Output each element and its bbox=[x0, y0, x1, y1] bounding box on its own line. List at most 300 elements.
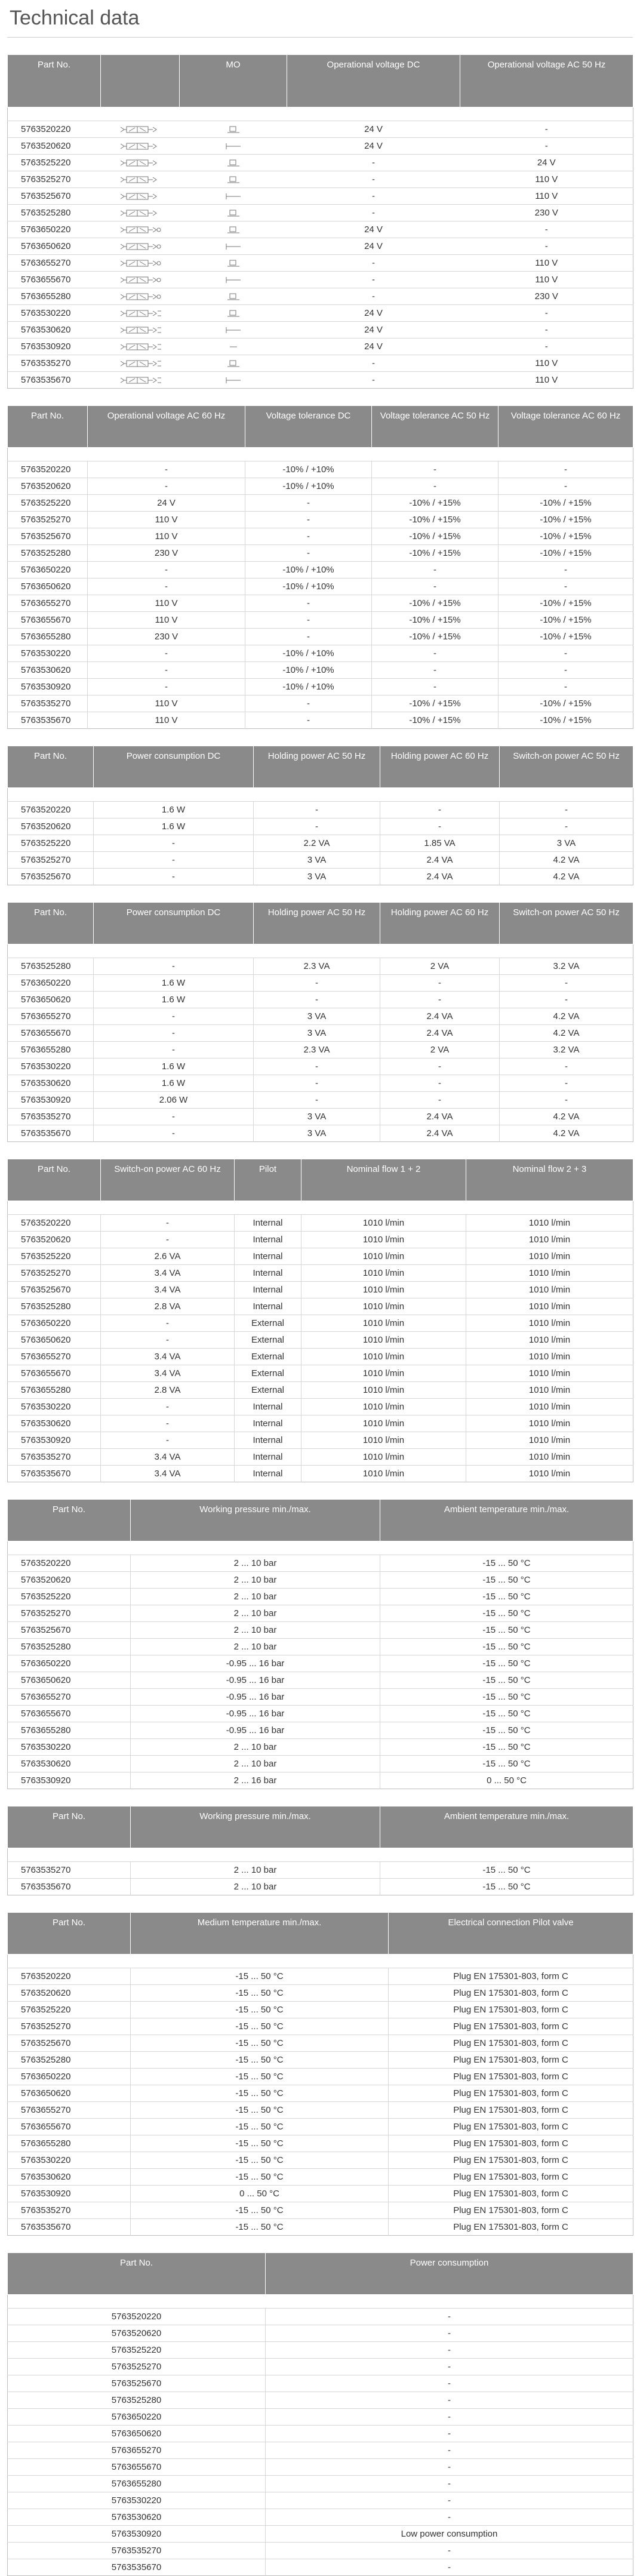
table-cell: 5763525220 bbox=[8, 1589, 131, 1605]
table-cell: 1010 l/min bbox=[301, 1449, 466, 1466]
table-cell: 3 VA bbox=[500, 835, 633, 852]
table-cell: 5763650620 bbox=[8, 992, 94, 1008]
table-row bbox=[8, 2509, 633, 2526]
table-spacer-row bbox=[8, 1955, 633, 1968]
table-cell: 5763655670 bbox=[8, 272, 101, 288]
table-cell: -15 ... 50 °C bbox=[380, 1639, 633, 1655]
table-cell: 5763525280 bbox=[8, 1298, 101, 1315]
table-cell: - bbox=[94, 1008, 254, 1025]
spacer-cell bbox=[180, 107, 287, 121]
table-cell: - bbox=[266, 2459, 633, 2476]
table-row bbox=[8, 528, 633, 545]
manual-override-push-icon bbox=[180, 205, 287, 221]
table-cell: 5763655280 bbox=[8, 1042, 94, 1058]
table-row bbox=[8, 188, 633, 205]
table-cell: -10% / +15% bbox=[499, 528, 633, 545]
table-cell: - bbox=[94, 1025, 254, 1042]
table-row bbox=[8, 171, 633, 188]
table-cell: Plug EN 175301-803, form C bbox=[389, 2018, 633, 2035]
table-cell: 4.2 VA bbox=[500, 1125, 633, 1142]
valve-symbol-c-icon bbox=[101, 305, 180, 322]
table-row bbox=[8, 1109, 633, 1125]
table-cell: -10% / +10% bbox=[245, 662, 372, 679]
table-body bbox=[8, 448, 633, 729]
table-cell: - bbox=[460, 221, 633, 238]
table-row bbox=[8, 272, 633, 288]
table-cell: - bbox=[88, 562, 245, 578]
table-cell: 3.4 VA bbox=[101, 1349, 235, 1365]
table-cell: 3.2 VA bbox=[500, 958, 633, 975]
table-cell: Plug EN 175301-803, form C bbox=[389, 2119, 633, 2135]
col-header: Part No. bbox=[8, 406, 88, 448]
table-cell: 5763525220 bbox=[8, 495, 88, 512]
spacer-cell bbox=[8, 1848, 131, 1862]
table-cell: 1010 l/min bbox=[466, 1248, 633, 1265]
col-header: Power consumption DC bbox=[94, 746, 254, 788]
table-cell: 1010 l/min bbox=[466, 1232, 633, 1248]
valve-symbol-c-icon bbox=[101, 355, 180, 372]
col-header: Part No. bbox=[8, 1913, 131, 1955]
table-cell: Internal bbox=[235, 1215, 301, 1232]
table-cell: - bbox=[245, 712, 372, 729]
table-cell: Plug EN 175301-803, form C bbox=[389, 2135, 633, 2152]
manual-override-push-icon bbox=[180, 155, 287, 171]
col-header: Pilot bbox=[235, 1159, 301, 1201]
table-cell: - bbox=[245, 545, 372, 562]
valve-symbol-a-icon bbox=[101, 155, 180, 171]
table-cell: 1.6 W bbox=[94, 975, 254, 992]
table-cell: 5763535270 bbox=[8, 2543, 266, 2559]
table-cell: 110 V bbox=[460, 372, 633, 389]
table-cell: - bbox=[500, 1092, 633, 1109]
manual-override-lever-icon bbox=[180, 238, 287, 255]
table-cell: 3.4 VA bbox=[101, 1365, 235, 1382]
table-cell: 5763530620 bbox=[8, 1756, 131, 1772]
spacer-cell bbox=[266, 2295, 633, 2309]
table-cell: 2 ... 10 bar bbox=[131, 1622, 380, 1639]
table-cell: - bbox=[266, 2476, 633, 2492]
table-cell: Internal bbox=[235, 1466, 301, 1482]
table-cell: Plug EN 175301-803, form C bbox=[389, 2169, 633, 2186]
table-cell: 5763530920 bbox=[8, 1772, 131, 1789]
table-row bbox=[8, 1862, 633, 1879]
table-cell: 5763530620 bbox=[8, 1415, 101, 1432]
table-cell: 2 ... 10 bar bbox=[131, 1879, 380, 1895]
table-cell: -0.95 ... 16 bar bbox=[131, 1689, 380, 1706]
table-cell: -10% / +15% bbox=[372, 629, 499, 645]
table-cell: 1010 l/min bbox=[466, 1466, 633, 1482]
table-cell: 5763525220 bbox=[8, 155, 101, 171]
table-cell: 2 ... 10 bar bbox=[131, 1756, 380, 1772]
table-cell: - bbox=[254, 1058, 380, 1075]
spacer-cell bbox=[101, 1201, 235, 1215]
table-cell: 5763530620 bbox=[8, 662, 88, 679]
table-cell: 1010 l/min bbox=[466, 1315, 633, 1332]
table-cell: -0.95 ... 16 bar bbox=[131, 1672, 380, 1689]
table-cell: -10% / +15% bbox=[372, 512, 499, 528]
table-cell: 1010 l/min bbox=[301, 1415, 466, 1432]
table-row bbox=[8, 562, 633, 578]
table-cell: 3.4 VA bbox=[101, 1449, 235, 1466]
table-cell: 5763525270 bbox=[8, 2018, 131, 2035]
table-cell: 5763655280 bbox=[8, 629, 88, 645]
table-cell: 5763655670 bbox=[8, 612, 88, 629]
table-cell: 1010 l/min bbox=[466, 1215, 633, 1232]
spacer-cell bbox=[131, 1848, 380, 1862]
col-header: Part No. bbox=[8, 1159, 101, 1201]
table-cell: 3.4 VA bbox=[101, 1282, 235, 1298]
table-row bbox=[8, 1968, 633, 1985]
table-cell: 3.2 VA bbox=[500, 1042, 633, 1058]
table-cell: - bbox=[372, 461, 499, 478]
table-row bbox=[8, 2559, 633, 2576]
table-cell: 5763520220 bbox=[8, 2309, 266, 2325]
table-row bbox=[8, 1555, 633, 1572]
col-header: Holding power AC 60 Hz bbox=[380, 746, 500, 788]
table-spacer-row bbox=[8, 944, 633, 958]
table-row bbox=[8, 1365, 633, 1382]
table-row bbox=[8, 288, 633, 305]
table-cell: 3 VA bbox=[254, 1025, 380, 1042]
table-cell: 1010 l/min bbox=[301, 1232, 466, 1248]
table-spacer-row bbox=[8, 448, 633, 461]
table-cell: - bbox=[88, 461, 245, 478]
table-cell: -15 ... 50 °C bbox=[380, 1706, 633, 1722]
table-cell: 1010 l/min bbox=[301, 1298, 466, 1315]
table-spacer-row bbox=[8, 788, 633, 802]
table-spacer-row bbox=[8, 2295, 633, 2309]
col-header: Working pressure min./max. bbox=[131, 1806, 380, 1848]
spacer-cell bbox=[8, 944, 94, 958]
table-cell: - bbox=[266, 2509, 633, 2526]
table-row bbox=[8, 138, 633, 155]
table-body bbox=[8, 1201, 633, 1482]
col-header: Part No. bbox=[8, 55, 101, 107]
table-row bbox=[8, 1248, 633, 1265]
manual-override-lever-icon bbox=[180, 372, 287, 389]
table-cell: - bbox=[460, 138, 633, 155]
table-cell: -15 ... 50 °C bbox=[131, 2152, 389, 2169]
table-cell: - bbox=[380, 992, 500, 1008]
table-cell: 24 V bbox=[287, 138, 460, 155]
table-pressure-temperature-2 bbox=[7, 1806, 633, 1895]
spacer-cell bbox=[301, 1201, 466, 1215]
table-cell: Plug EN 175301-803, form C bbox=[389, 2186, 633, 2202]
col-header: Part No. bbox=[8, 1500, 131, 1541]
table-cell: 2 ... 16 bar bbox=[131, 1772, 380, 1789]
table-cell: 2.4 VA bbox=[380, 869, 500, 885]
table-cell: Plug EN 175301-803, form C bbox=[389, 2152, 633, 2169]
table-row bbox=[8, 2375, 633, 2392]
table-cell: - bbox=[287, 155, 460, 171]
col-header: Part No. bbox=[8, 1806, 131, 1848]
table-cell: - bbox=[380, 975, 500, 992]
table-body bbox=[8, 1848, 633, 1895]
table-cell: -10% / +10% bbox=[245, 478, 372, 495]
table-cell: - bbox=[266, 2442, 633, 2459]
table-cell: 5763530220 bbox=[8, 1058, 94, 1075]
col-header: Voltage tolerance AC 60 Hz bbox=[499, 406, 633, 448]
table-row bbox=[8, 1025, 633, 1042]
table-cell: 5763520620 bbox=[8, 138, 101, 155]
table-row bbox=[8, 1399, 633, 1415]
table-row bbox=[8, 355, 633, 372]
table-cell: 5763650620 bbox=[8, 238, 101, 255]
table-cell: 5763535270 bbox=[8, 695, 88, 712]
spacer-cell bbox=[466, 1201, 633, 1215]
table-cell: 110 V bbox=[460, 171, 633, 188]
table-cell: - bbox=[499, 478, 633, 495]
table-cell: 5763520620 bbox=[8, 1572, 131, 1589]
table-cell: 1010 l/min bbox=[301, 1466, 466, 1482]
spacer-cell bbox=[500, 944, 633, 958]
valve-symbol-b-icon bbox=[101, 288, 180, 305]
table-cell: - bbox=[499, 645, 633, 662]
table-row bbox=[8, 2169, 633, 2186]
table-row bbox=[8, 2476, 633, 2492]
valve-symbol-a-icon bbox=[101, 205, 180, 221]
table-row bbox=[8, 478, 633, 495]
col-header: Nominal flow 2 + 3 bbox=[466, 1159, 633, 1201]
table-cell: 110 V bbox=[88, 512, 245, 528]
table-row bbox=[8, 512, 633, 528]
table-cell: 2.4 VA bbox=[380, 1008, 500, 1025]
table-cell: 3 VA bbox=[254, 1008, 380, 1025]
table-row bbox=[8, 2359, 633, 2375]
table-cell: - bbox=[101, 1399, 235, 1415]
table-cell: 24 V bbox=[88, 495, 245, 512]
manual-override-lever-icon bbox=[180, 188, 287, 205]
table-cell: 5763650220 bbox=[8, 1655, 131, 1672]
col-header: Power consumption DC bbox=[94, 903, 254, 944]
table-cell: 5763530220 bbox=[8, 2152, 131, 2169]
table-cell: -10% / +15% bbox=[499, 495, 633, 512]
table-cell: - bbox=[499, 578, 633, 595]
table-cell: 5763525280 bbox=[8, 1639, 131, 1655]
table-cell: - bbox=[266, 2309, 633, 2325]
table-cell: 1010 l/min bbox=[301, 1349, 466, 1365]
table-cell: Internal bbox=[235, 1415, 301, 1432]
table-cell: 5763530620 bbox=[8, 322, 101, 338]
table-row bbox=[8, 1739, 633, 1756]
table-cell: 5763525270 bbox=[8, 1265, 101, 1282]
table-cell: 5763655270 bbox=[8, 595, 88, 612]
table-cell: -10% / +15% bbox=[372, 545, 499, 562]
table-cell: 5763520620 bbox=[8, 478, 88, 495]
col-header: Medium temperature min./max. bbox=[131, 1913, 389, 1955]
table-row bbox=[8, 2135, 633, 2152]
table-cell: 1010 l/min bbox=[466, 1399, 633, 1415]
table-cell: - bbox=[460, 121, 633, 138]
table-row bbox=[8, 1722, 633, 1739]
table-cell: 5763535670 bbox=[8, 712, 88, 729]
table-cell: - bbox=[254, 992, 380, 1008]
table-cell: 5763535270 bbox=[8, 355, 101, 372]
table-cell: 5763655270 bbox=[8, 2102, 131, 2119]
table-cell: 230 V bbox=[88, 545, 245, 562]
col-header: Part No. bbox=[8, 746, 94, 788]
col-header: Holding power AC 50 Hz bbox=[254, 746, 380, 788]
table-cell: - bbox=[499, 679, 633, 695]
table-row bbox=[8, 2186, 633, 2202]
table-cell: 5763530920 bbox=[8, 338, 101, 355]
table-cell: 3 VA bbox=[254, 1125, 380, 1142]
table-row bbox=[8, 2325, 633, 2342]
valve-symbol-b-icon bbox=[101, 255, 180, 272]
table-row bbox=[8, 1879, 633, 1895]
table-cell: 2.2 VA bbox=[254, 835, 380, 852]
table-row bbox=[8, 2309, 633, 2325]
table-cell: 5763520220 bbox=[8, 802, 94, 818]
table-cell: 5763530920 bbox=[8, 1092, 94, 1109]
table-cell: -15 ... 50 °C bbox=[131, 2002, 389, 2018]
manual-override-push-icon bbox=[180, 305, 287, 322]
table-cell: -10% / +15% bbox=[372, 528, 499, 545]
spacer-cell bbox=[8, 107, 101, 121]
table-cell: - bbox=[245, 528, 372, 545]
table-cell: - bbox=[266, 2342, 633, 2359]
col-header: Operational voltage AC 50 Hz bbox=[460, 55, 633, 107]
col-header: Part No. bbox=[8, 2253, 266, 2295]
table-row bbox=[8, 1058, 633, 1075]
table-cell: 1010 l/min bbox=[301, 1332, 466, 1349]
table-row bbox=[8, 1605, 633, 1622]
table-cell: Plug EN 175301-803, form C bbox=[389, 1968, 633, 1985]
table-cell: -15 ... 50 °C bbox=[131, 2135, 389, 2152]
table-cell: - bbox=[245, 629, 372, 645]
table-cell: - bbox=[266, 2392, 633, 2409]
table-row bbox=[8, 2202, 633, 2219]
table-cell: 1010 l/min bbox=[466, 1382, 633, 1399]
table-cell: - bbox=[254, 1092, 380, 1109]
title-bar bbox=[7, 0, 633, 38]
table-cell: - bbox=[372, 662, 499, 679]
table-row bbox=[8, 2002, 633, 2018]
table-cell: 0 ... 50 °C bbox=[131, 2186, 389, 2202]
table-power-consumption-3 bbox=[7, 2252, 633, 2576]
table-row bbox=[8, 372, 633, 389]
table-cell: 1010 l/min bbox=[301, 1282, 466, 1298]
spacer-cell bbox=[8, 1955, 131, 1968]
table-cell: 5763655270 bbox=[8, 1008, 94, 1025]
table-cell: -15 ... 50 °C bbox=[131, 1968, 389, 1985]
table-cell: -15 ... 50 °C bbox=[131, 2119, 389, 2135]
table-body bbox=[8, 1955, 633, 2236]
table-row bbox=[8, 695, 633, 712]
table-cell: 5763655280 bbox=[8, 1722, 131, 1739]
table-cell: - bbox=[287, 255, 460, 272]
col-header: Power consumption bbox=[266, 2253, 633, 2295]
table-cell: -15 ... 50 °C bbox=[380, 1605, 633, 1622]
table-row bbox=[8, 869, 633, 885]
table-row bbox=[8, 1706, 633, 1722]
table-row bbox=[8, 1589, 633, 1605]
table-cell: 5763650620 bbox=[8, 578, 88, 595]
table-cell: 230 V bbox=[460, 205, 633, 221]
table-cell: 2.06 W bbox=[94, 1092, 254, 1109]
table-cell: 5763655670 bbox=[8, 2459, 266, 2476]
table-row bbox=[8, 645, 633, 662]
table-cell: - bbox=[287, 188, 460, 205]
table-row bbox=[8, 2219, 633, 2236]
table-cell: 1010 l/min bbox=[301, 1432, 466, 1449]
table-row bbox=[8, 322, 633, 338]
table-cell: - bbox=[287, 372, 460, 389]
table-cell: 4.2 VA bbox=[500, 869, 633, 885]
table-row bbox=[8, 1332, 633, 1349]
table-row bbox=[8, 305, 633, 322]
table-cell: 5763520620 bbox=[8, 2325, 266, 2342]
table-cell: -10% / +10% bbox=[245, 461, 372, 478]
table-cell: External bbox=[235, 1365, 301, 1382]
table-cell: - bbox=[460, 238, 633, 255]
table-cell: -0.95 ... 16 bar bbox=[131, 1706, 380, 1722]
col-header: Holding power AC 60 Hz bbox=[380, 903, 500, 944]
col-header: Operational voltage AC 60 Hz bbox=[88, 406, 245, 448]
table-cell: 1010 l/min bbox=[301, 1399, 466, 1415]
table-cell: - bbox=[254, 975, 380, 992]
table-cell: 5763650620 bbox=[8, 1672, 131, 1689]
manual-override-push-icon bbox=[180, 288, 287, 305]
table-cell: -10% / +15% bbox=[499, 629, 633, 645]
table-cell: 5763520220 bbox=[8, 461, 88, 478]
table-cell: Plug EN 175301-803, form C bbox=[389, 2085, 633, 2102]
spacer-cell bbox=[254, 944, 380, 958]
table-cell: 5763525270 bbox=[8, 2359, 266, 2375]
table-cell: -15 ... 50 °C bbox=[131, 2085, 389, 2102]
table-cell: External bbox=[235, 1349, 301, 1365]
table-cell: - bbox=[372, 679, 499, 695]
table-cell: 110 V bbox=[88, 528, 245, 545]
col-header: Holding power AC 50 Hz bbox=[254, 903, 380, 944]
manual-override-push-icon bbox=[180, 171, 287, 188]
table-row bbox=[8, 1298, 633, 1315]
table-row bbox=[8, 1075, 633, 1092]
table-cell: 5763535270 bbox=[8, 1449, 101, 1466]
table-cell: 5763530620 bbox=[8, 2509, 266, 2526]
spacer-cell bbox=[245, 448, 372, 461]
table-cell: 5763525670 bbox=[8, 869, 94, 885]
table-cell: - bbox=[94, 852, 254, 869]
table-cell: 230 V bbox=[88, 629, 245, 645]
table-row bbox=[8, 1639, 633, 1655]
table-cell: 5763525280 bbox=[8, 205, 101, 221]
table-cell: 4.2 VA bbox=[500, 1008, 633, 1025]
table-cell: - bbox=[499, 461, 633, 478]
table-cell: 5763520620 bbox=[8, 1985, 131, 2002]
table-cell: 24 V bbox=[287, 338, 460, 355]
table-cell: - bbox=[380, 802, 500, 818]
spacer-cell bbox=[8, 448, 88, 461]
table-cell: -15 ... 50 °C bbox=[131, 2202, 389, 2219]
table-row bbox=[8, 2342, 633, 2359]
manual-override-lever-icon bbox=[180, 322, 287, 338]
table-cell: 1010 l/min bbox=[466, 1265, 633, 1282]
table-cell: 2 ... 10 bar bbox=[131, 1739, 380, 1756]
table-cell: - bbox=[500, 1075, 633, 1092]
table-cell: 5763655280 bbox=[8, 288, 101, 305]
table-row bbox=[8, 1092, 633, 1109]
col-header: Electrical connection Pilot valve bbox=[389, 1913, 633, 1955]
table-cell: -15 ... 50 °C bbox=[131, 2052, 389, 2069]
spacer-cell bbox=[131, 1955, 389, 1968]
table-cell: External bbox=[235, 1315, 301, 1332]
table-cell: 5763650220 bbox=[8, 221, 101, 238]
table-cell: 110 V bbox=[460, 255, 633, 272]
table-cell: 1.6 W bbox=[94, 818, 254, 835]
col-header: Part No. bbox=[8, 903, 94, 944]
table-cell: 24 V bbox=[287, 238, 460, 255]
